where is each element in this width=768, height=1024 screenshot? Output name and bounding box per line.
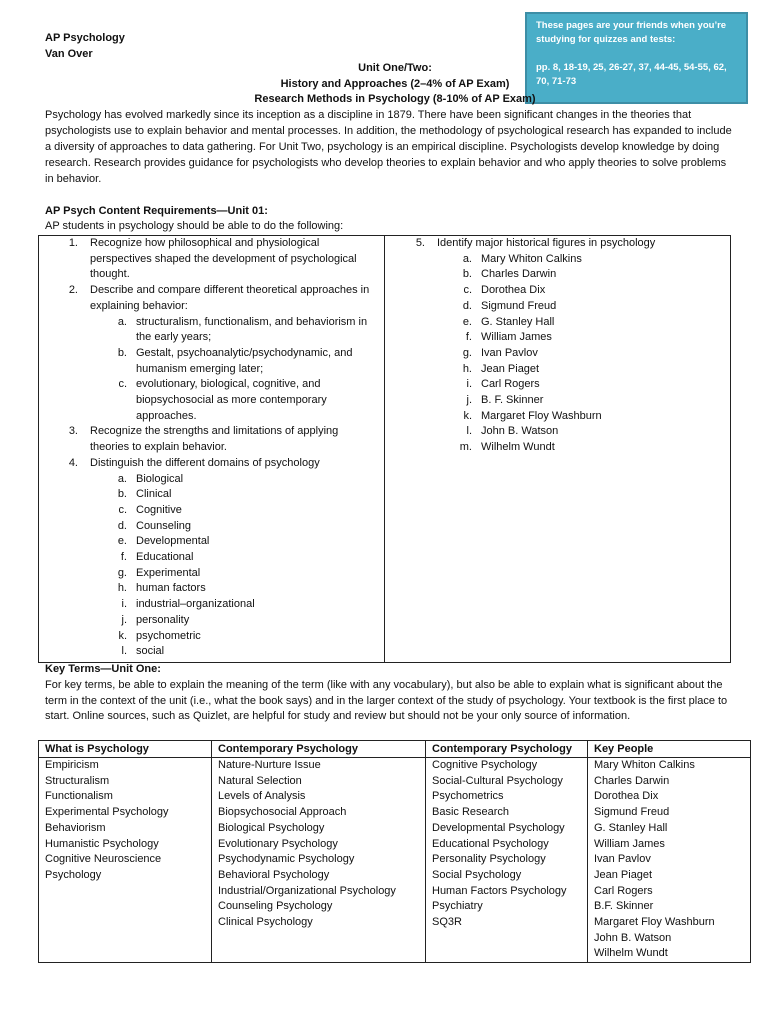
list-marker: 3. [68, 425, 78, 438]
intro-paragraph: Psychology has evolved markedly since its inception as a discipline in 1879. There have been significant changes in the theories that psychologists use to explain behavior and mental processes. In addition, the methodology of psychological research has expanded to include a diversity of approaches to data gathering. For Unit Two, psychology is an empirical discipline. Psychologists develop knowledge by doing research. Research provides guidance for psychologists who develop theories to explain behavior and who apply theories to solve problems in behavior. [45, 109, 732, 185]
key-term: Wilhelm Wundt [594, 947, 668, 960]
list-text: Recognize the strengths and limitations of applying theories to explain behavior. [90, 425, 339, 454]
key-terms-table [38, 740, 751, 963]
list-text: Carl Rogers [481, 378, 540, 391]
key-term: Carl Rogers [594, 884, 653, 897]
key-term: Cognitive Neuroscience [45, 853, 162, 866]
callout-pages: pp. 8, 18-19, 25, 26-27, 37, 44-45, 54-55, 62, 70, 71-73 [536, 62, 727, 87]
list-marker: e. [462, 315, 472, 328]
historical-figure-item [385, 346, 721, 362]
list-text: Identify major historical figures in psychology [437, 237, 656, 249]
list-marker: i. [466, 378, 472, 391]
approach-item [39, 377, 371, 424]
domain-item [39, 629, 366, 645]
key-term: John B. Watson [594, 931, 672, 944]
list-marker: a. [117, 472, 127, 485]
domain-item [39, 503, 366, 519]
key-term: Nature-Nurture Issue [218, 759, 321, 771]
list-text: Sigmund Freud [481, 299, 557, 312]
list-marker: 5. [415, 237, 425, 249]
key-term: William James [594, 837, 665, 850]
terms-column-header: Contemporary Psychology [212, 741, 426, 758]
list-marker: k. [118, 629, 127, 642]
domain-item [39, 566, 366, 582]
requirements-left-column [39, 236, 384, 660]
list-text: personality [136, 613, 190, 626]
list-marker: l. [466, 425, 472, 438]
terms-column [211, 741, 426, 962]
list-marker: j. [466, 394, 472, 407]
historical-figure-item [385, 362, 721, 378]
key-term: Ivan Pavlov [594, 853, 651, 866]
terms-column [39, 741, 211, 962]
unit-title-line: History and Approaches (2–4% of AP Exam) [280, 77, 510, 90]
list-marker: h. [462, 362, 472, 375]
list-text: structuralism, functionalism, and behaviorism in the early years; [136, 315, 368, 344]
domain-item [39, 487, 366, 503]
historical-figure-item [385, 315, 721, 331]
unit-title-line: Unit One/Two: [358, 62, 432, 74]
key-term: Behavioral Psychology [218, 868, 330, 881]
list-marker: e. [117, 535, 127, 548]
list-text: Dorothea Dix [481, 284, 546, 297]
terms-column-header: Contemporary Psychology [426, 741, 588, 758]
key-term: Empiricism [45, 759, 99, 771]
historical-figure-item [385, 283, 721, 299]
key-term: Cognitive Psychology [432, 759, 538, 771]
key-term: Counseling Psychology [218, 900, 333, 913]
key-term: Natural Selection [218, 774, 302, 787]
key-term: Educational Psychology [432, 837, 549, 850]
document-header [45, 30, 125, 62]
list-text: Ivan Pavlov [481, 346, 538, 359]
list-text: Recognize how philosophical and physiological perspectives shaped the development of psychological thought. [90, 237, 357, 281]
list-text: G. Stanley Hall [481, 315, 555, 328]
key-term: Mary Whiton Calkins [594, 759, 695, 771]
list-text: psychometric [136, 629, 201, 642]
requirement-item [39, 236, 380, 283]
terms-column [587, 741, 751, 962]
domain-item [39, 644, 366, 660]
list-text: William James [481, 331, 552, 344]
list-marker: 4. [68, 456, 78, 469]
list-text: Distinguish the different domains of psychology [90, 456, 320, 469]
domain-item [39, 613, 366, 629]
list-text: Educational [136, 551, 194, 564]
key-term: Basic Research [432, 806, 510, 819]
list-marker: m. [459, 441, 472, 454]
list-text: Gestalt, psychoanalytic/psychodynamic, and humanism emerging later; [136, 346, 353, 375]
key-term: Humanistic Psychology [45, 837, 159, 850]
domain-item [39, 519, 366, 535]
domain-item [39, 472, 366, 488]
list-text: human factors [136, 582, 206, 595]
list-marker: 1. [68, 237, 78, 249]
historical-figure-item [385, 424, 721, 440]
list-marker: g. [462, 346, 472, 359]
key-term: SQ3R [432, 916, 462, 929]
list-text: social [136, 645, 165, 658]
list-text: Counseling [136, 519, 192, 532]
list-marker: a. [117, 315, 127, 328]
key-term: Psychiatry [432, 900, 483, 913]
historical-figure-item [385, 377, 721, 393]
requirement-item [39, 424, 380, 455]
list-marker: a. [462, 252, 472, 265]
key-term: Biopsychosocial Approach [218, 806, 347, 819]
key-term: Charles Darwin [594, 774, 670, 787]
key-term: Margaret Floy Washburn [594, 916, 715, 929]
list-marker: c. [118, 503, 127, 516]
key-term: Human Factors Psychology [432, 884, 567, 897]
list-text: Jean Piaget [481, 362, 540, 375]
domain-item [39, 597, 366, 613]
key-term: Biological Psychology [218, 821, 325, 834]
key-term: Jean Piaget [594, 868, 653, 881]
requirement-item [39, 456, 380, 472]
list-marker: f. [120, 551, 127, 564]
list-text: Experimental [136, 566, 201, 579]
key-term: Industrial/Organizational Psychology [218, 884, 396, 897]
list-marker: g. [117, 566, 127, 579]
list-marker: d. [117, 519, 127, 532]
terms-column-header: Key People [588, 741, 751, 758]
list-text: B. F. Skinner [481, 394, 544, 407]
historical-figure-item [385, 299, 721, 315]
historical-figure-item [385, 440, 721, 456]
key-term: Developmental Psychology [432, 821, 565, 834]
list-text: evolutionary, biological, cognitive, and biopsychosocial as more contemporary approaches. [136, 378, 327, 422]
list-marker: b. [117, 346, 127, 359]
key-term: Personality Psychology [432, 853, 546, 866]
approach-item [39, 346, 371, 377]
list-text: Mary Whiton Calkins [481, 252, 582, 265]
historical-figure-item [385, 252, 721, 268]
list-text: Biological [136, 472, 184, 485]
key-term: Functionalism [45, 790, 113, 803]
requirement-item [385, 236, 737, 252]
key-term: Levels of Analysis [218, 790, 306, 803]
list-text: Wilhelm Wundt [481, 441, 555, 454]
key-term: B.F. Skinner [594, 900, 654, 913]
list-text: John B. Watson [481, 425, 559, 438]
key-term: Dorothea Dix [594, 790, 659, 803]
list-marker: j. [121, 613, 127, 626]
historical-figure-item [385, 330, 721, 346]
list-text: Charles Darwin [481, 268, 557, 281]
key-term: Psychometrics [432, 790, 504, 803]
list-marker: c. [463, 284, 472, 297]
requirements-right-column [385, 236, 730, 456]
list-marker: b. [462, 268, 472, 281]
key-term: Psychology [45, 868, 102, 881]
requirements-subtitle: AP students in psychology should be able to do the following: [45, 220, 344, 232]
key-term: Psychodynamic Psychology [218, 853, 355, 866]
key-term: G. Stanley Hall [594, 821, 668, 834]
key-terms-title: Key Terms—Unit One: [45, 663, 161, 675]
approach-item [39, 315, 371, 346]
unit-title-line: Research Methods in Psychology (8-10% of AP Exam) [254, 93, 536, 105]
list-marker: l. [121, 645, 127, 658]
course-name: AP Psychology [45, 32, 125, 44]
historical-figure-item [385, 393, 721, 409]
list-text: Cognitive [136, 503, 182, 516]
key-term: Social Psychology [432, 868, 522, 881]
list-text: Margaret Floy Washburn [481, 409, 602, 422]
unit-title [230, 61, 560, 108]
list-marker: i. [121, 598, 127, 611]
terms-column-header: What is Psychology [39, 741, 211, 758]
key-term: Structuralism [45, 774, 110, 787]
key-term: Evolutionary Psychology [218, 837, 338, 850]
list-marker: 2. [68, 284, 78, 297]
callout-intro: These pages are your friends when you’re studying for quizzes and tests: [536, 20, 727, 45]
key-term: Sigmund Freud [594, 806, 670, 819]
domain-item [39, 581, 366, 597]
list-marker: d. [462, 299, 472, 312]
requirement-item [39, 283, 380, 314]
domain-item [39, 550, 366, 566]
domain-item [39, 534, 366, 550]
key-term: Behaviorism [45, 821, 106, 834]
key-term: Social-Cultural Psychology [432, 774, 563, 787]
list-marker: c. [118, 378, 127, 391]
list-marker: k. [463, 409, 472, 422]
key-term: Experimental Psychology [45, 806, 169, 819]
key-term: Clinical Psychology [218, 916, 313, 929]
list-text: Describe and compare different theoretical approaches in explaining behavior: [90, 284, 370, 312]
list-marker: h. [117, 582, 127, 595]
list-marker: f. [465, 331, 472, 344]
list-marker: b. [117, 488, 127, 501]
list-text: Clinical [136, 488, 172, 501]
requirements-table [38, 235, 731, 663]
requirements-title: AP Psych Content Requirements—Unit 01: [45, 205, 268, 217]
historical-figure-item [385, 267, 721, 283]
historical-figure-item [385, 409, 721, 425]
key-terms-description: For key terms, be able to explain the meaning of the term (like with any vocabulary), but also be able to explain what is significant about the term in the context of the unit (i.e., what the book says) and in the larger context of the study of psychology. Your textbook is the first place to start. Online sources, such as Quizlet, are helpful for study and review but should not be your only source of information. [45, 679, 728, 723]
list-text: Developmental [136, 535, 210, 548]
teacher-name: Van Over [45, 48, 93, 60]
terms-column [425, 741, 588, 962]
list-text: industrial–organizational [136, 598, 255, 611]
